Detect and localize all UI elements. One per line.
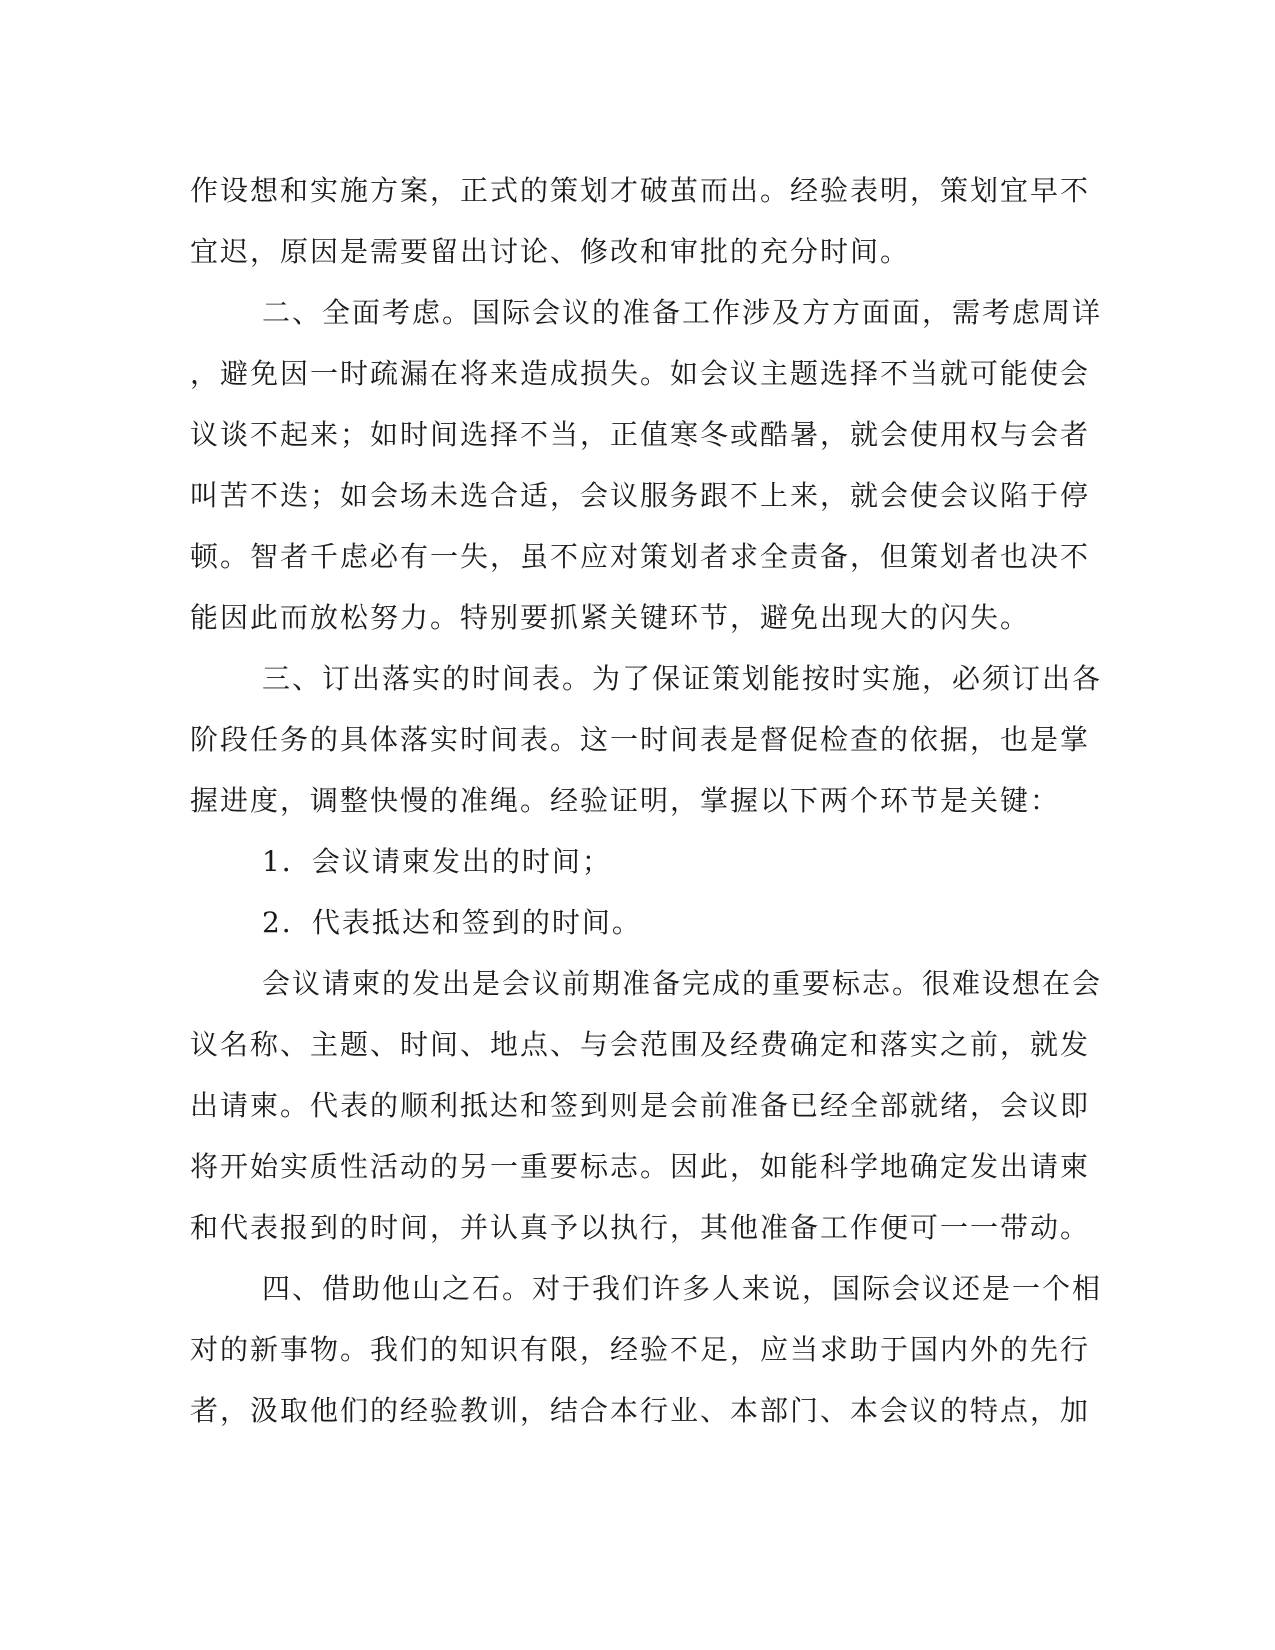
text-line: 叫苦不迭；如会场未选合适，会议服务跟不上来，就会使会议陷于停 [190,479,1091,512]
document-body [190,160,1103,1441]
text-line: 和代表报到的时间，并认真予以执行，其他准备工作便可一一带动。 [190,1211,1091,1244]
text-line: 四、借助他山之石。对于我们许多人来说，国际会议还是一个相 [262,1272,1103,1305]
text-line: 阶段任务的具体落实时间表。这一时间表是督促检查的依据，也是掌 [190,723,1091,756]
text-line: 对的新事物。我们的知识有限，经验不足，应当求助于国内外的先行 [190,1333,1091,1366]
text-line: 出请柬。代表的顺利抵达和签到则是会前准备已经全部就绪，会议即 [190,1089,1091,1122]
text-line: 作设想和实施方案，正式的策划才破茧而出。经验表明，策划宜早不 [190,174,1091,207]
text-line: 二、全面考虑。国际会议的准备工作涉及方方面面，需考虑周详 [262,296,1103,329]
text-line: 能因此而放松努力。特别要抓紧关键环节，避免出现大的闪失。 [190,601,1031,634]
text-line: 者，汲取他们的经验教训，结合本行业、本部门、本会议的特点，加 [190,1394,1091,1427]
text-line: 握进度，调整快慢的准绳。经验证明，掌握以下两个环节是关键： [190,784,1061,817]
text-line: ，避免因一时疏漏在将来造成损失。如会议主题选择不当就可能使会 [190,357,1091,390]
text-line: 将开始实质性活动的另一重要标志。因此，如能科学地确定发出请柬 [190,1150,1091,1183]
list-item: 2．代表抵达和签到的时间。 [262,906,642,939]
text-line: 顿。智者千虑必有一失，虽不应对策划者求全责备，但策划者也决不 [190,540,1091,573]
list-item: 1．会议请柬发出的时间； [262,845,612,878]
text-line: 会议请柬的发出是会议前期准备完成的重要标志。很难设想在会 [262,967,1103,1000]
text-line: 议名称、主题、时间、地点、与会范围及经费确定和落实之前，就发 [190,1028,1091,1061]
text-line: 议谈不起来；如时间选择不当，正值寒冬或酷暑，就会使用权与会者 [190,418,1091,451]
text-line: 宜迟，原因是需要留出讨论、修改和审批的充分时间。 [190,235,911,268]
text-line: 三、订出落实的时间表。为了保证策划能按时实施，必须订出各 [262,662,1103,695]
